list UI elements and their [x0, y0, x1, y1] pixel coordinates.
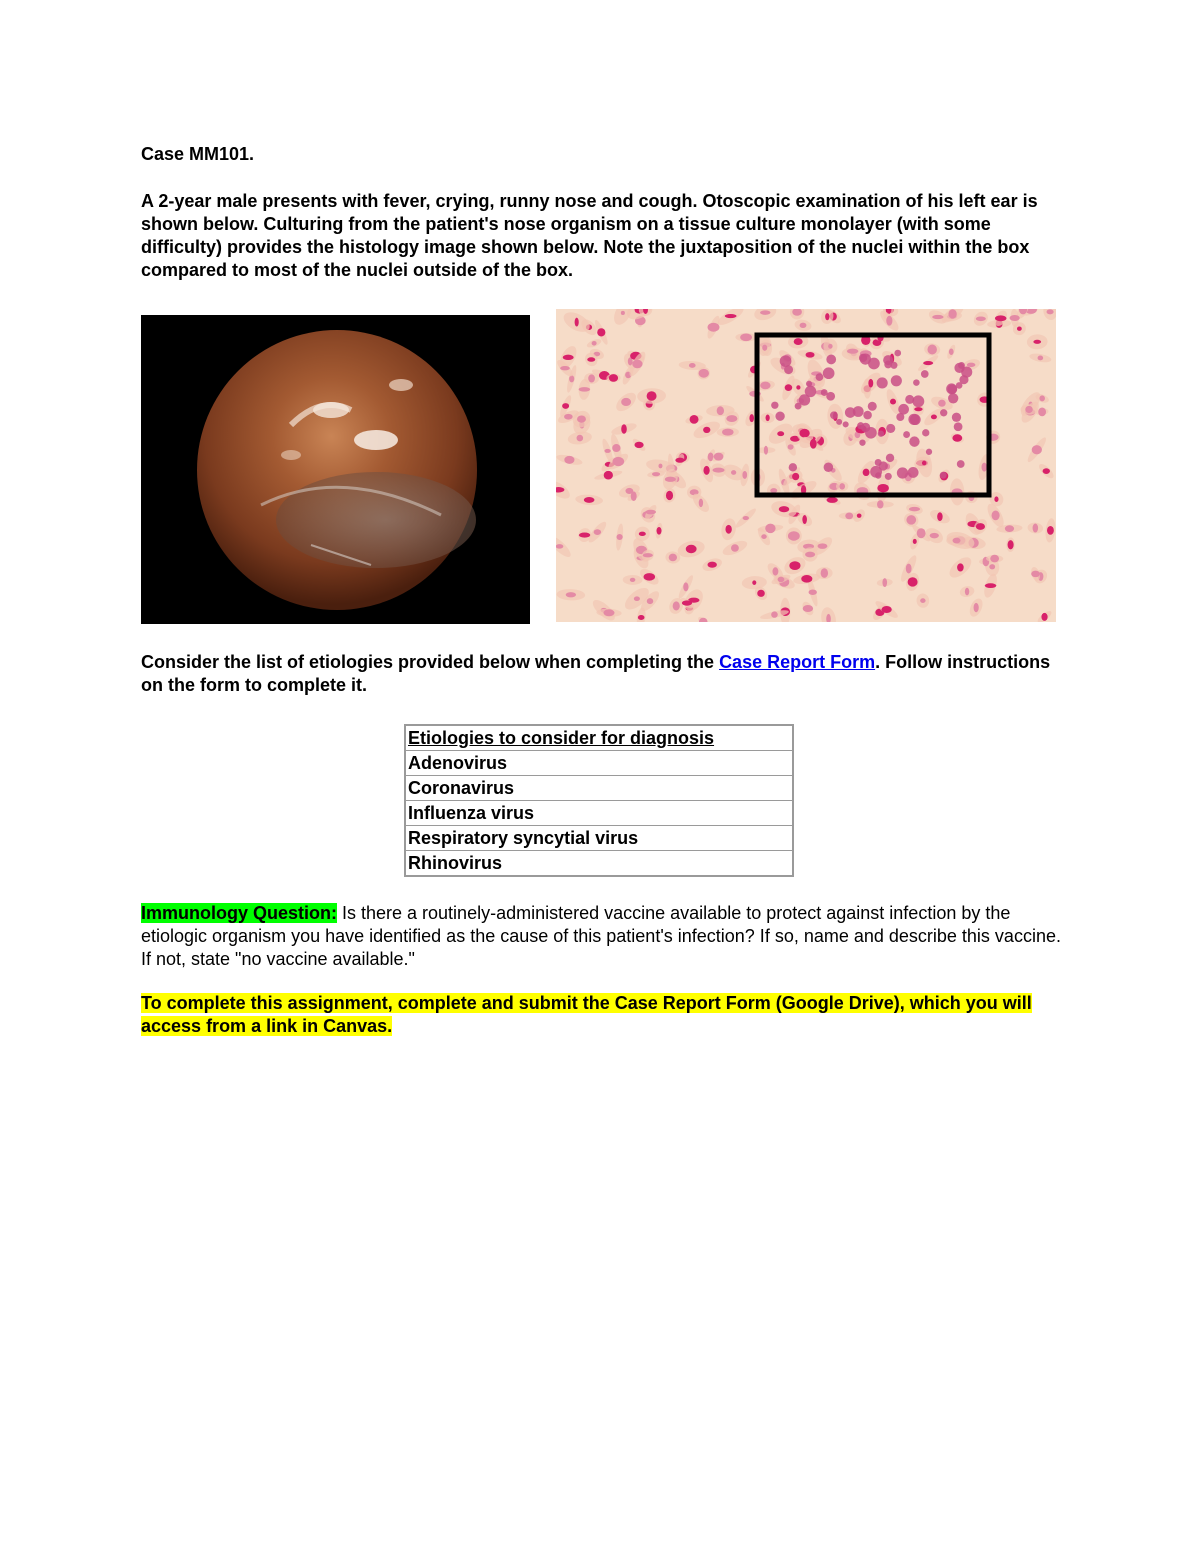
- etiology-influenza: Influenza virus: [405, 801, 793, 826]
- immunology-label: Immunology Question:: [141, 903, 337, 923]
- etiology-rhinovirus: Rhinovirus: [405, 851, 793, 877]
- table-row: [405, 776, 793, 801]
- table-row: [405, 751, 793, 776]
- table-row: [405, 851, 793, 877]
- etiology-coronavirus: Coronavirus: [405, 776, 793, 801]
- immunology-question: [141, 902, 1066, 971]
- assignment-text: To complete this assignment, complete and submit the Case Report Form (Google Drive), which you will access from a link in Canvas.: [141, 993, 1032, 1036]
- immunology-text: Is there a routinely-administered vaccine available to protect against infection by the etiologic organism you have identified as the cause of this patient's infection? If so, name and describe this vaccine. If not, state "no vaccine available.": [141, 903, 1061, 969]
- case-description: A 2-year male presents with fever, crying, runny nose and cough. Otoscopic examination of his left ear is shown below. Culturing from the patient's nose organism on a tissue culture monolayer (with some difficulty) provides the histology image shown below. Note the juxtaposition of the nuclei within the box compared to most of the nuclei outside of the box.: [141, 191, 1038, 280]
- etiology-adenovirus: Adenovirus: [405, 751, 793, 776]
- etiology-rsv: Respiratory syncytial virus: [405, 826, 793, 851]
- otoscopic-ear-image: [141, 315, 530, 624]
- table-row: [405, 801, 793, 826]
- instructions-text-before: Consider the list of etiologies provided below when completing the: [141, 652, 720, 672]
- instructions-text-after: . Follow instructions on the form to complete it.: [141, 652, 1051, 695]
- case-report-form-link[interactable]: Case Report Form: [719, 652, 876, 672]
- histology-image: [556, 309, 1056, 622]
- table-header-row: [405, 725, 793, 751]
- instructions-paragraph: [141, 651, 1066, 697]
- table-row: [405, 826, 793, 851]
- etiology-table: [404, 724, 794, 877]
- case-title: Case MM101.: [141, 144, 255, 164]
- assignment-instructions: [141, 992, 1051, 1038]
- table-header: Etiologies to consider for diagnosis: [405, 725, 793, 751]
